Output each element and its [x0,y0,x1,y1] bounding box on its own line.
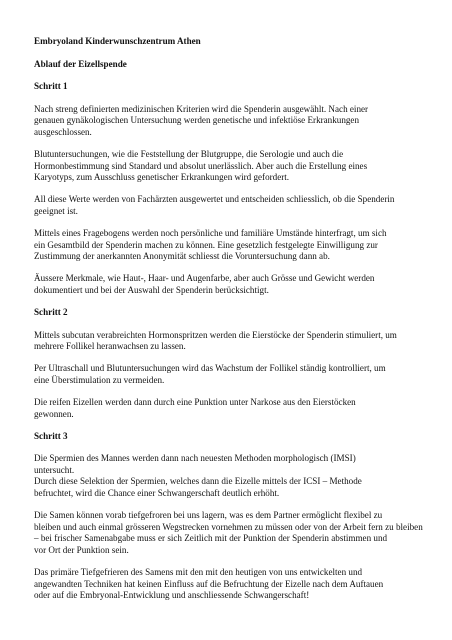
text-line: bleiben und auch einmal grösseren Wegstrecken vornehmen zu müssen oder von der Arbeit fern zu bleiben [34,521,423,532]
text-line: Mittels eines Fragebogens werden noch persönliche und familiäre Umstände hinterfragt, um sich [34,228,387,239]
text-line: mehrere Follikel heranwachsen zu lassen. [34,341,186,352]
text-line: untersucht. [34,464,75,475]
text-line: ein Gesamtbild der Spenderin machen zu können. Eine gesetzlich festgelegte Einwilligung zur [34,239,378,250]
step1-heading: Schritt 1 [34,81,68,92]
step1-paragraph-4 [34,228,424,263]
step1-paragraph-1 [34,104,424,139]
text-line: gewonnen. [34,408,74,419]
text-line: genauen gynäkologischen Untersuchung werden genetische und infektiöse Erkrankungen [34,115,359,126]
text-line: angewandten Techniken hat keinen Einfluss auf die Befruchtung der Eizelle nach dem Auftauen [34,578,384,589]
step3-paragraph-2 [34,510,424,556]
text-line: Äussere Merkmale, wie Haut-, Haar- und Augenfarbe, aber auch Grösse und Gewicht werden [34,273,375,284]
step2-heading: Schritt 2 [34,307,68,317]
step3-paragraph-3 [34,567,424,602]
clinic-title: Embryoland Kinderwunschzentrum Athen [34,36,201,46]
text-line: dokumentiert und bei der Auswahl der Spenderin berücksichtigt. [34,284,269,295]
text-line: vor Ort der Punktion sein. [34,544,129,555]
text-line: Nach streng definierten medizinischen Kriterien wird die Spenderin ausgewählt. Nach einer [34,103,369,114]
text-line: Mittels subcutan verabreichten Hormonspritzen werden die Eierstöcke der Spenderin stimuliert, um [34,329,397,340]
text-line: Hormonbestimmung sind Standard und absolut unerlässlich. Aber auch die Erstellung eines [34,160,368,171]
step2-paragraph-1 [34,330,424,353]
step1-paragraph-3 [34,194,424,217]
step2-paragraph-2 [34,363,424,386]
text-line: All diese Werte werden von Fachärzten ausgewertet und entscheiden schliesslich, ob die Spenderin [34,194,395,205]
text-line: Blutuntersuchungen, wie die Feststellung der Blutgruppe, die Serologie und auch die [34,149,344,160]
text-line: oder auf die Embryonal-Entwicklung und anschliessende Schwangerschaft! [34,590,310,601]
text-line: Die Spermien des Mannes werden dann nach neuesten Methoden morphologisch (IMSI) [34,453,356,464]
step3-paragraph-1 [34,453,424,499]
text-line: eine Überstimulation zu vermeiden. [34,374,165,385]
step2-paragraph-3 [34,397,424,420]
step1-paragraph-5 [34,273,424,296]
document-page [34,36,424,612]
text-line: geeignet ist. [34,205,78,216]
step3-heading: Schritt 3 [34,430,68,441]
text-line: Die Samen können vorab tiefgefroren bei uns lagern, was es dem Partner ermöglicht flexibel zu [34,510,383,521]
text-line: Das primäre Tiefgefrieren des Samens mit den mit den heutigen von uns entwickelten und [34,567,363,577]
text-line: ausgeschlossen. [34,126,92,137]
text-line: Per Ultraschall und Blutuntersuchungen wird das Wachstum der Follikel ständig kontrolliert, um [34,363,386,374]
text-line: Durch diese Selektion der Spermien, welches dann die Eizelle mittels der ICSI – Methode [34,476,362,487]
text-line: – bei frischer Samenabgabe muss er sich Zeitlich mit der Punktion der Spenderin abstimmen und [34,533,388,544]
section-title: Ablauf der Eizellspende [34,58,127,69]
text-line: Zustimmung der anerkannten Anonymität schliesst die Voruntersuchung dann ab. [34,251,330,262]
step1-paragraph-2 [34,149,424,184]
text-line: Die reifen Eizellen werden dann durch eine Punktion unter Narkose aus den Eierstöcken [34,396,356,407]
text-line: Karyotyps, zum Ausschluss genetischer Erkrankungen wird gefordert. [34,172,290,183]
text-line: befruchtet, wird die Chance einer Schwangerschaft deutlich erhöht. [34,488,280,499]
